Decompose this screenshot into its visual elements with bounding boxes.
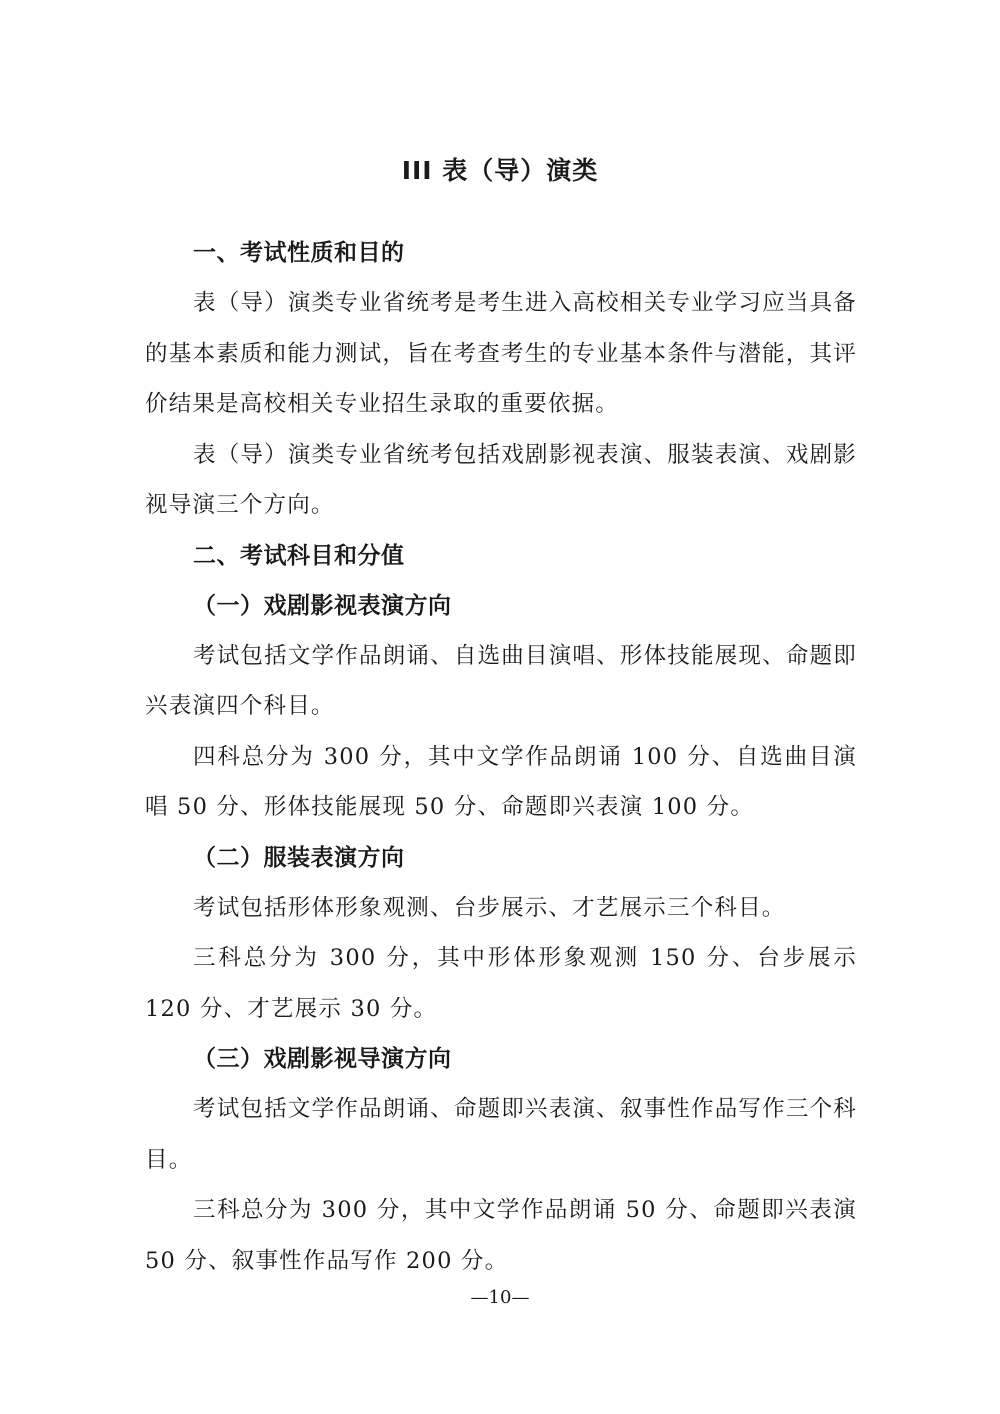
paragraph: 表（导）演类专业省统考包括戏剧影视表演、服装表演、戏剧影视导演三个方向。 [145,441,857,518]
page-number: —10— [470,1287,530,1308]
subsection-heading-drama-acting: （一）戏剧影视表演方向 [193,592,452,619]
subsection-heading-directing: （三）戏剧影视导演方向 [193,1046,452,1072]
paragraph: 考试包括文学作品朗诵、命题即兴表演、叙事性作品写作三个科目。 [145,1096,857,1173]
paragraph: 考试包括形体形象观测、台步展示、才艺展示三个科目。 [193,894,786,921]
paragraph: 考试包括文学作品朗诵、自选曲目演唱、形体技能展现、命题即兴表演四个科目。 [145,642,857,719]
section-heading-subjects: 二、考试科目和分值 [193,542,405,569]
section-heading-purpose: 一、考试性质和目的 [193,240,405,266]
paragraph: 四科总分为 300 分，其中文学作品朗诵 100 分、自选曲目演唱 50 分、形体技能展现 50 分、命题即兴表演 100 分。 [145,743,857,820]
paragraph: 三科总分为 300 分，其中文学作品朗诵 50 分、命题即兴表演 50 分、叙事性作品写作 200 分。 [145,1197,857,1274]
document-body [145,228,857,1286]
subsection-heading-fashion: （二）服装表演方向 [193,844,405,871]
page-title: III 表（导）演类 [401,156,599,185]
paragraph: 三科总分为 300 分，其中形体形象观测 150 分、台步展示 120 分、才艺展示 30 分。 [145,945,857,1022]
paragraph: 表（导）演类专业省统考是考生进入高校相关专业学习应当具备的基本素质和能力测试，旨在考查考生的专业基本条件与潜能，其评价结果是高校相关专业招生录取的重要依据。 [145,290,857,417]
